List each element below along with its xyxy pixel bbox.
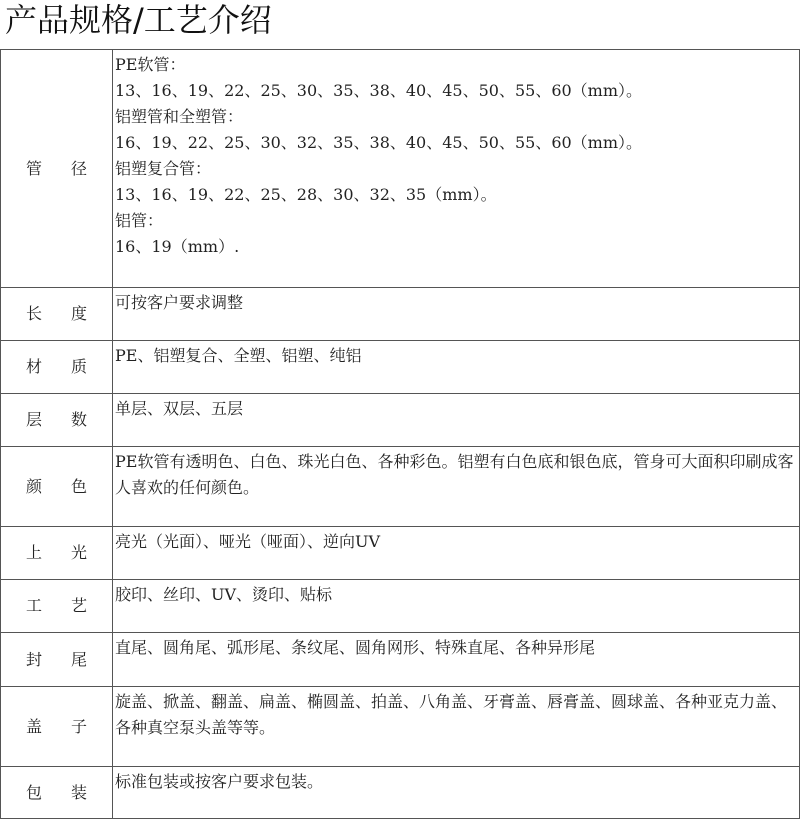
row-label-color: 颜 色 <box>1 447 113 527</box>
diameter-line: 铝管： <box>115 211 164 230</box>
row-value-material: PE、铝塑复合、全塑、铝塑、纯铝 <box>115 346 362 365</box>
row-value-seal: 直尾、圆角尾、弧形尾、条纹尾、圆角网形、特殊直尾、各种异形尾 <box>115 638 596 657</box>
table-row <box>1 767 800 819</box>
row-value-cap: 旋盖、掀盖、翻盖、扁盖、椭圆盖、拍盖、八角盖、牙膏盖、唇膏盖、圆球盖、各种亚克力盖、各种真空泵头盖等等。 <box>115 692 788 737</box>
row-label-length: 长 度 <box>1 288 113 341</box>
row-value-packaging: 标准包装或按客户要求包装。 <box>115 772 324 791</box>
diameter-line: PE软管： <box>115 55 186 74</box>
row-value-color: PE软管有透明色、白色、珠光白色、各种彩色。铝塑有白色底和银色底，管身可大面积印刷成客人喜欢的任何颜色。 <box>115 452 794 497</box>
table-row <box>1 288 800 341</box>
diameter-line: 16、19、22、25、30、32、35、38、40、45、50、55、60（mm）。 <box>115 133 643 152</box>
table-row <box>1 50 800 288</box>
row-label-gloss: 上 光 <box>1 527 113 580</box>
table-row <box>1 633 800 687</box>
spec-table <box>0 49 800 819</box>
diameter-line: 13、16、19、22、25、30、35、38、40、45、50、55、60（mm）。 <box>115 81 643 100</box>
row-label-packaging: 包 装 <box>1 767 113 819</box>
table-row <box>1 394 800 447</box>
diameter-line: 铝塑复合管： <box>115 159 212 178</box>
row-value-gloss: 亮光（光面）、哑光（哑面）、逆向UV <box>115 532 381 551</box>
row-value-diameter <box>113 50 800 288</box>
table-row <box>1 447 800 527</box>
diameter-line: 13、16、19、22、25、28、30、32、35（mm）。 <box>115 185 497 204</box>
row-label-process: 工 艺 <box>1 580 113 633</box>
row-label-seal: 封 尾 <box>1 633 113 687</box>
table-row <box>1 527 800 580</box>
row-value-process: 胶印、丝印、UV、烫印、贴标 <box>115 585 333 604</box>
row-value-layers: 单层、双层、五层 <box>115 399 244 418</box>
table-row <box>1 580 800 633</box>
table-row <box>1 341 800 394</box>
diameter-line: 16、19（mm）. <box>115 237 240 256</box>
row-value-length: 可按客户要求调整 <box>115 293 244 312</box>
row-label-layers: 层 数 <box>1 394 113 447</box>
row-label-cap: 盖 子 <box>1 687 113 767</box>
table-row <box>1 687 800 767</box>
diameter-line: 铝塑管和全塑管： <box>115 107 244 126</box>
row-label-material: 材 质 <box>1 341 113 394</box>
page-title: 产品规格/工艺介绍 <box>5 1 272 39</box>
row-label-diameter: 管 径 <box>1 50 113 288</box>
